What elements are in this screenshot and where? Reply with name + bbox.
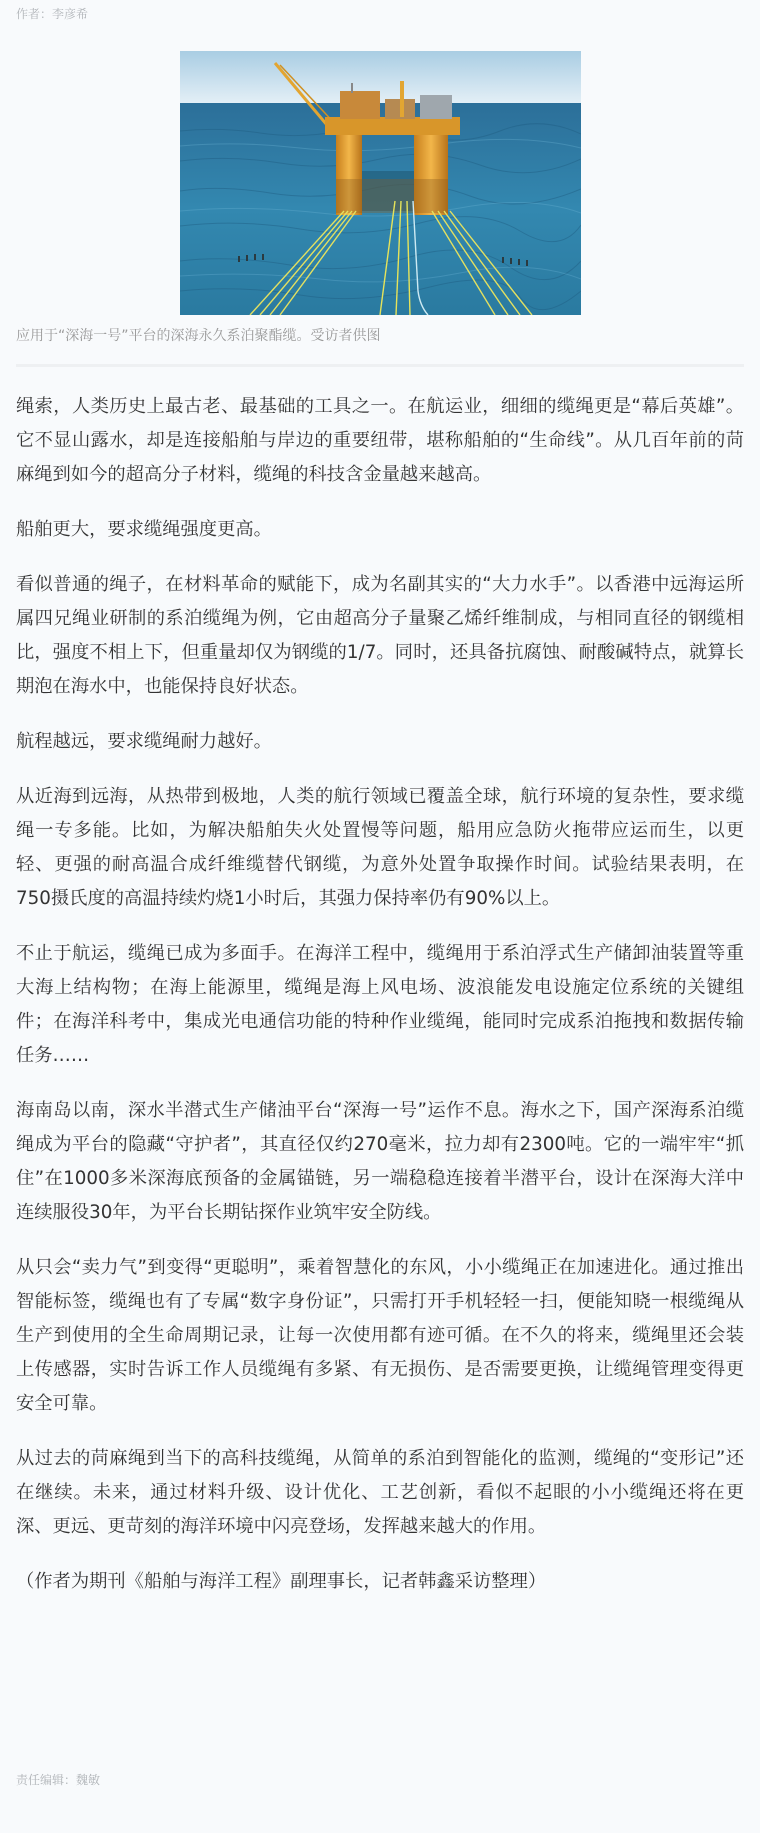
author-note: （作者为期刊《船舶与海洋工程》副理事长，记者韩鑫采访整理） <box>16 1571 547 1592</box>
paragraph: 看似普通的绳子，在材料革命的赋能下，成为名副其实的“大力水手”。以香港中远海运所属四兄绳业研制的系泊缆绳为例，它由超高分子量聚乙烯纤维制成，与相同直径的钢缆相比，强度不相上下，但重量却仅为钢缆的1/7。同时，还具备抗腐蚀、耐酸碱特点，就算长期泡在海水中，也能保持良好状态。 <box>16 574 744 697</box>
article-figure-image <box>180 51 581 315</box>
section-divider <box>16 364 744 367</box>
article-body <box>16 390 744 1620</box>
paragraph: 船舶更大，要求缆绳强度更高。 <box>16 519 272 540</box>
author-byline: 作者：李彦希 <box>16 7 89 21</box>
figure-caption: 应用于“深海一号”平台的深海永久系泊聚酯缆。受访者供图 <box>16 328 381 344</box>
offshore-platform-image <box>180 51 581 315</box>
paragraph: 从过去的苘麻绳到当下的高科技缆绳，从简单的系泊到智能化的监测，缆绳的“变形记”还在继续。未来，通过材料升级、设计优化、工艺创新，看似不起眼的小小缆绳还将在更深、更远、更苛刻的海洋环境中闪亮登场，发挥越来越大的作用。 <box>16 1448 744 1537</box>
paragraph: 海南岛以南，深水半潜式生产储油平台“深海一号”运作不息。海水之下，国产深海系泊缆绳成为平台的隐藏“守护者”，其直径仅约270毫米，拉力却有2300吨。它的一端牢牢“抓住”在1000多米深海底预备的金属锚链，另一端稳稳连接着半潜平台，设计在深海大洋中连续服役30年，为平台长期钻探作业筑牢安全防线。 <box>16 1100 744 1223</box>
paragraph: 不止于航运，缆绳已成为多面手。在海洋工程中，缆绳用于系泊浮式生产储卸油装置等重大海上结构物；在海上能源里，缆绳是海上风电场、波浪能发电设施定位系统的关键组件；在海洋科考中，集成光电通信功能的特种作业缆绳，能同时完成系泊拖拽和数据传输任务…… <box>16 943 744 1066</box>
paragraph: 航程越远，要求缆绳耐力越好。 <box>16 731 272 752</box>
paragraph: 从只会“卖力气”到变得“更聪明”，乘着智慧化的东风，小小缆绳正在加速进化。通过推出智能标签，缆绳也有了专属“数字身份证”，只需打开手机轻轻一扫，便能知晓一根缆绳从生产到使用的全生命周期记录，让每一次使用都有迹可循。在不久的将来，缆绳里还会装上传感器，实时告诉工作人员缆绳有多紧、有无损伤、是否需要更换，让缆绳管理变得更安全可靠。 <box>16 1257 744 1414</box>
paragraph: 绳索，人类历史上最古老、最基础的工具之一。在航运业，细细的缆绳更是“幕后英雄”。它不显山露水，却是连接船舶与岸边的重要纽带，堪称船舶的“生命线”。从几百年前的苘麻绳到如今的超高分子材料，缆绳的科技含金量越来越高。 <box>16 396 744 485</box>
paragraph: 从近海到远海，从热带到极地，人类的航行领域已覆盖全球，航行环境的复杂性，要求缆绳一专多能。比如，为解决船舶失火处置慢等问题，船用应急防火拖带应运而生，以更轻、更强的耐高温合成纤维缆替代钢缆，为意外处置争取操作时间。试验结果表明，在750摄氏度的高温持续灼烧1小时后，其强力保持率仍有90%以上。 <box>16 786 744 909</box>
responsible-editor: 责任编辑：魏敏 <box>16 1773 101 1787</box>
